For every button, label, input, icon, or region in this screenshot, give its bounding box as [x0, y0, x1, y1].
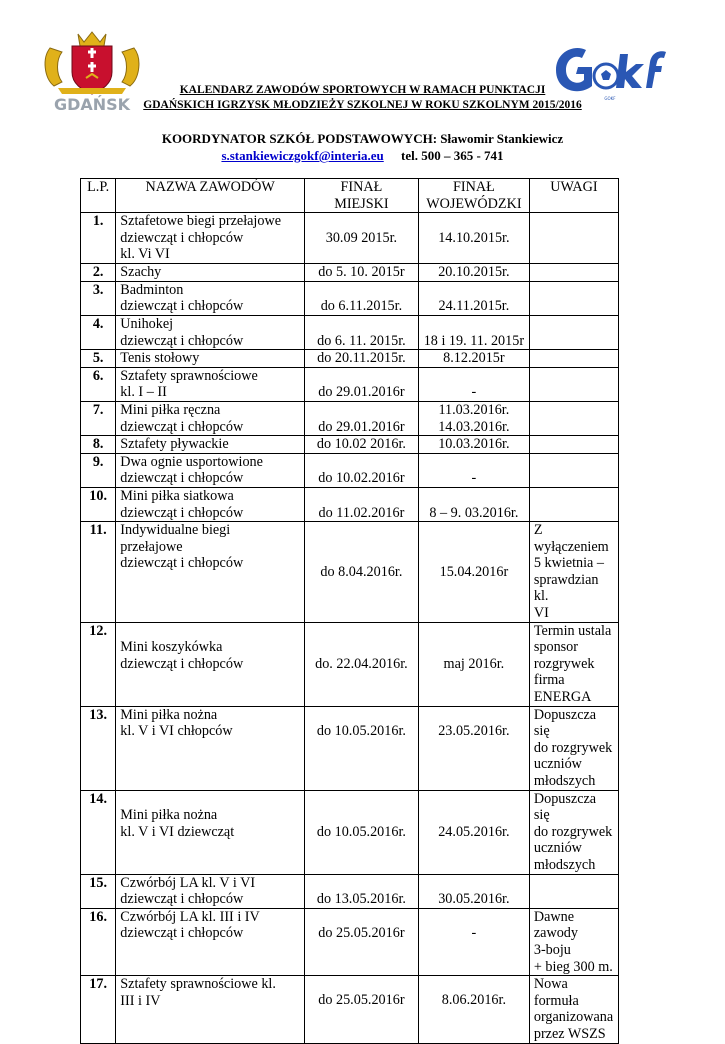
- remarks: Nowa formuła organizowana przez WSZS: [529, 976, 618, 1043]
- table-row: [81, 790, 619, 874]
- row-number: 5.: [81, 350, 116, 368]
- row-number: 7.: [81, 401, 116, 435]
- competition-name: Tenis stołowy: [116, 350, 305, 368]
- competition-name: Mini piłka siatkowa dziewcząt i chłopców: [116, 487, 305, 521]
- final-miejski: do 10.02 2016r.: [304, 436, 418, 454]
- final-wojewodzki: 20.10.2015r.: [418, 264, 529, 282]
- final-wojewodzki: 8 – 9. 03.2016r.: [418, 487, 529, 521]
- table-header-row: [81, 179, 619, 213]
- competition-name: Unihokej dziewcząt i chłopców: [116, 315, 305, 349]
- remarks: [529, 281, 618, 315]
- table-row: [81, 281, 619, 315]
- final-miejski: do 11.02.2016r: [304, 487, 418, 521]
- row-number: 3.: [81, 281, 116, 315]
- final-wojewodzki: 11.03.2016r. 14.03.2016r.: [418, 401, 529, 435]
- final-wojewodzki: 8.12.2015r: [418, 350, 529, 368]
- table-row: [81, 213, 619, 264]
- row-number: 8.: [81, 436, 116, 454]
- competition-name: Czwórbój LA kl. V i VI dziewcząt i chłopców: [116, 874, 305, 908]
- table-row: [81, 908, 619, 975]
- remarks: [529, 367, 618, 401]
- final-miejski: do 5. 10. 2015r: [304, 264, 418, 282]
- final-wojewodzki: 15.04.2016r: [418, 522, 529, 623]
- final-miejski: do 20.11.2015r.: [304, 350, 418, 368]
- final-wojewodzki: 30.05.2016r.: [418, 874, 529, 908]
- row-number: 11.: [81, 522, 116, 623]
- competition-name: Sztafetowe biegi przełajowe dziewcząt i chłopców kl. Vi VI: [116, 213, 305, 264]
- competition-name: Mini piłka nożna kl. V i VI dziewcząt: [116, 790, 305, 874]
- row-number: 17.: [81, 976, 116, 1043]
- col-name: NAZWA ZAWODÓW: [116, 179, 305, 213]
- final-miejski: 30.09 2015r.: [304, 213, 418, 264]
- row-number: 12.: [81, 622, 116, 706]
- col-final-miejski: FINAŁ MIEJSKI: [304, 179, 418, 213]
- remarks: [529, 213, 618, 264]
- final-miejski: do 25.05.2016r: [304, 908, 418, 975]
- competition-name: Mini piłka ręczna dziewcząt i chłopców: [116, 401, 305, 435]
- final-wojewodzki: 18 i 19. 11. 2015r: [418, 315, 529, 349]
- coordinator: KOORDYNATOR SZKÓŁ PODSTAWOWYCH: Sławomir Stankiewicz: [161, 131, 564, 146]
- competition-name: Badminton dziewcząt i chłopców: [116, 281, 305, 315]
- competition-name: Indywidualne biegi przełajowe dziewcząt i chłopców: [116, 522, 305, 623]
- final-miejski: do 25.05.2016r: [304, 976, 418, 1043]
- email-link[interactable]: s.stankiewiczgokf@interia.eu: [221, 148, 384, 163]
- lion-right: [122, 48, 139, 86]
- table-row: [81, 315, 619, 349]
- remarks: [529, 264, 618, 282]
- row-number: 14.: [81, 790, 116, 874]
- remarks: [529, 350, 618, 368]
- contact-line: [0, 147, 725, 164]
- competition-table: [80, 178, 619, 1044]
- row-number: 2.: [81, 264, 116, 282]
- crown: [78, 32, 106, 46]
- remarks: Dawne zawody 3-boju + bieg 300 m.: [529, 908, 618, 975]
- row-number: 15.: [81, 874, 116, 908]
- row-number: 10.: [81, 487, 116, 521]
- table-row: [81, 522, 619, 623]
- table-row: [81, 622, 619, 706]
- remarks: Dopuszcza się do rozgrywek uczniów młodszych: [529, 790, 618, 874]
- row-number: 6.: [81, 367, 116, 401]
- remarks: [529, 436, 618, 454]
- competition-name: Szachy: [116, 264, 305, 282]
- competition-name: Czwórbój LA kl. III i IV dziewcząt i chłopców: [116, 908, 305, 975]
- col-uwagi: UWAGI: [529, 179, 618, 213]
- table-body: [81, 213, 619, 1043]
- table-row: [81, 453, 619, 487]
- table-row: [81, 264, 619, 282]
- table-row: [81, 487, 619, 521]
- final-miejski: do 13.05.2016r.: [304, 874, 418, 908]
- final-miejski: do 10.05.2016r.: [304, 706, 418, 790]
- table-row: [81, 436, 619, 454]
- col-lp: L.P.: [81, 179, 116, 213]
- competition-name: Sztafety sprawnościowe kl. III i IV: [116, 976, 305, 1043]
- final-miejski: do 10.02.2016r: [304, 453, 418, 487]
- final-wojewodzki: 24.05.2016r.: [418, 790, 529, 874]
- table-row: [81, 706, 619, 790]
- competition-name: Sztafety sprawnościowe kl. I – II: [116, 367, 305, 401]
- table-row: [81, 350, 619, 368]
- col-final-wojewodzki: FINAŁ WOJEWÓDZKI: [418, 179, 529, 213]
- final-miejski: do 6. 11. 2015r.: [304, 315, 418, 349]
- remarks: [529, 487, 618, 521]
- final-miejski: do 10.05.2016r.: [304, 790, 418, 874]
- row-number: 9.: [81, 453, 116, 487]
- final-miejski: do 6.11.2015r.: [304, 281, 418, 315]
- remarks: Dopuszcza się do rozgrywek uczniów młodszych: [529, 706, 618, 790]
- remarks: Termin ustala sponsor rozgrywek firma ENERGA: [529, 622, 618, 706]
- remarks: [529, 874, 618, 908]
- remarks: [529, 453, 618, 487]
- final-wojewodzki: 24.11.2015r.: [418, 281, 529, 315]
- final-wojewodzki: -: [418, 367, 529, 401]
- competition-name: Mini piłka nożna kl. V i VI chłopców: [116, 706, 305, 790]
- remarks: [529, 401, 618, 435]
- final-wojewodzki: -: [418, 453, 529, 487]
- competition-name: Sztafety pływackie: [116, 436, 305, 454]
- final-miejski: do 8.04.2016r.: [304, 522, 418, 623]
- svg-text:GOKF: GOKF: [604, 96, 616, 101]
- calendar-title: KALENDARZ ZAWODÓW SPORTOWYCH W RAMACH PUNKTACJI: [179, 84, 546, 96]
- row-number: 16.: [81, 908, 116, 975]
- row-number: 1.: [81, 213, 116, 264]
- final-miejski: do 29.01.2016r: [304, 401, 418, 435]
- final-miejski: do 29.01.2016r: [304, 367, 418, 401]
- table-row: [81, 976, 619, 1043]
- final-miejski: do. 22.04.2016r.: [304, 622, 418, 706]
- competition-name: Dwa ognie usportowione dziewcząt i chłopców: [116, 453, 305, 487]
- lion-left: [45, 48, 62, 86]
- remarks: Z wyłączeniem 5 kwietnia – sprawdzian kl. VI: [529, 522, 618, 623]
- remarks: [529, 315, 618, 349]
- table-row: [81, 367, 619, 401]
- final-wojewodzki: maj 2016r.: [418, 622, 529, 706]
- row-number: 4.: [81, 315, 116, 349]
- final-wojewodzki: -: [418, 908, 529, 975]
- table-row: [81, 874, 619, 908]
- table-row: [81, 401, 619, 435]
- final-wojewodzki: 23.05.2016r.: [418, 706, 529, 790]
- phone-number: tel. 500 – 365 - 741: [401, 148, 504, 163]
- gdansk-text: GDAŃSK: [53, 95, 131, 114]
- calendar-subtitle: GDAŃSKICH IGRZYSK MŁODZIEŻY SZKOLNEJ W ROKU SZKOLNYM 2015/2016: [143, 99, 582, 111]
- row-number: 13.: [81, 706, 116, 790]
- competition-name: Mini koszykówka dziewcząt i chłopców: [116, 622, 305, 706]
- final-wojewodzki: 8.06.2016r.: [418, 976, 529, 1043]
- final-wojewodzki: 14.10.2015r.: [418, 213, 529, 264]
- final-wojewodzki: 10.03.2016r.: [418, 436, 529, 454]
